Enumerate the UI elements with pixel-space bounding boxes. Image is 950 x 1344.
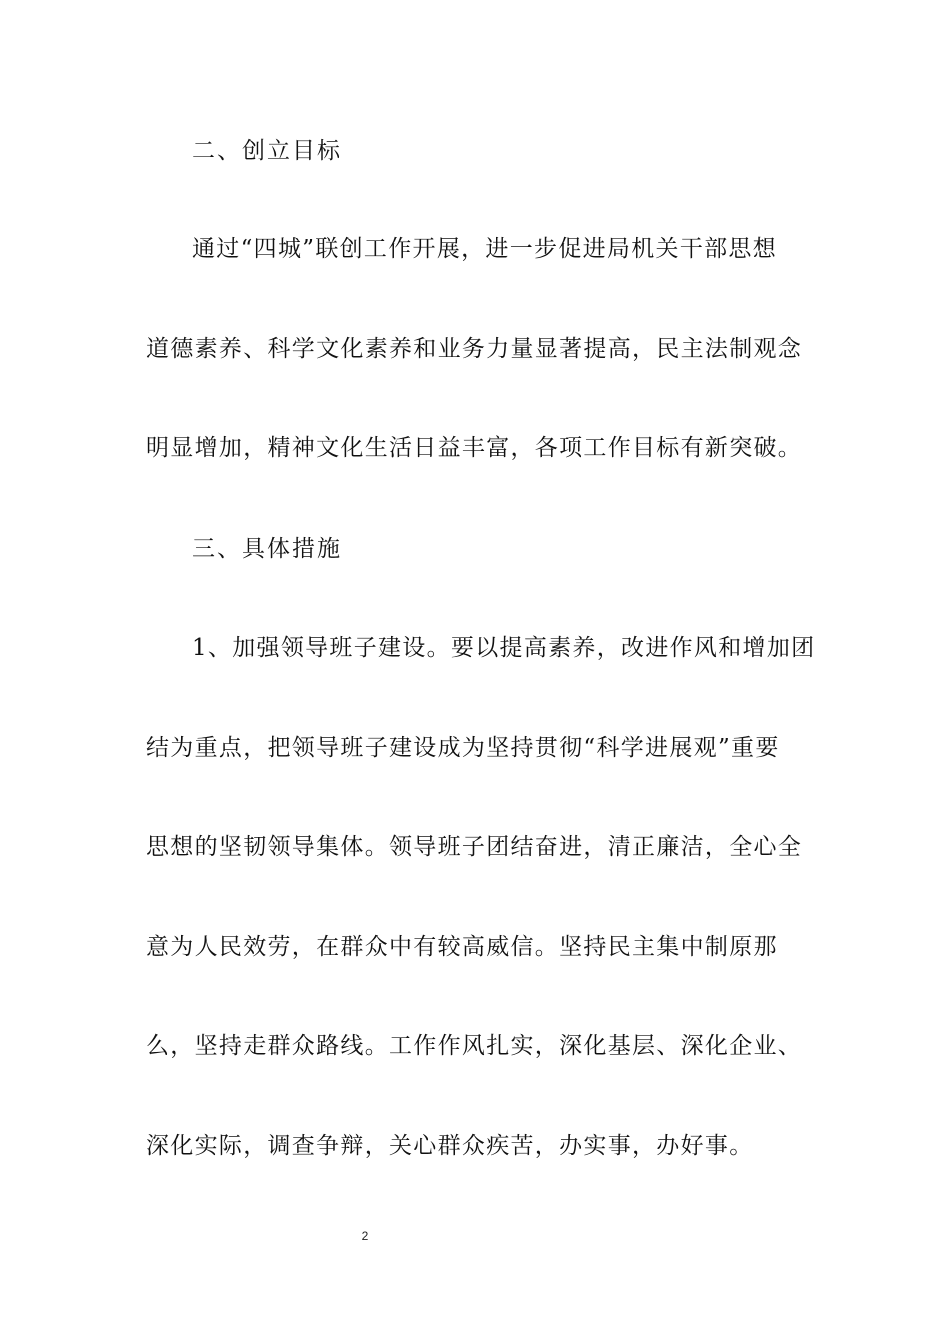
paragraph-line: 道德素养、科学文化素养和业务力量显著提高，民主法制观念: [146, 336, 803, 362]
section-heading-measures: 三、具体措施: [192, 536, 342, 562]
paragraph-line: 思想的坚韧领导集体。领导班子团结奋进，清正廉洁，全心全: [146, 834, 803, 860]
paragraph-line: 么，坚持走群众路线。工作作风扎实，深化基层、深化企业、: [146, 1033, 803, 1059]
paragraph-line: 1、加强领导班子建设。要以提高素养，改进作风和增加团: [192, 635, 816, 661]
paragraph-line: 明显增加，精神文化生活日益丰富，各项工作目标有新突破。: [146, 435, 803, 461]
page-number: 2: [361, 1229, 369, 1243]
paragraph-line: 结为重点，把领导班子建设成为坚持贯彻“科学进展观”重要: [146, 735, 780, 761]
paragraph-line: 深化实际，调查争辩，关心群众疾苦，办实事，办好事。: [146, 1133, 754, 1159]
section-heading-goals: 二、创立目标: [192, 138, 342, 164]
paragraph-line: 意为人民效劳，在群众中有较高威信。坚持民主集中制原那: [146, 934, 778, 960]
paragraph-line: 通过“四城”联创工作开展，进一步促进局机关干部思想: [192, 236, 778, 262]
